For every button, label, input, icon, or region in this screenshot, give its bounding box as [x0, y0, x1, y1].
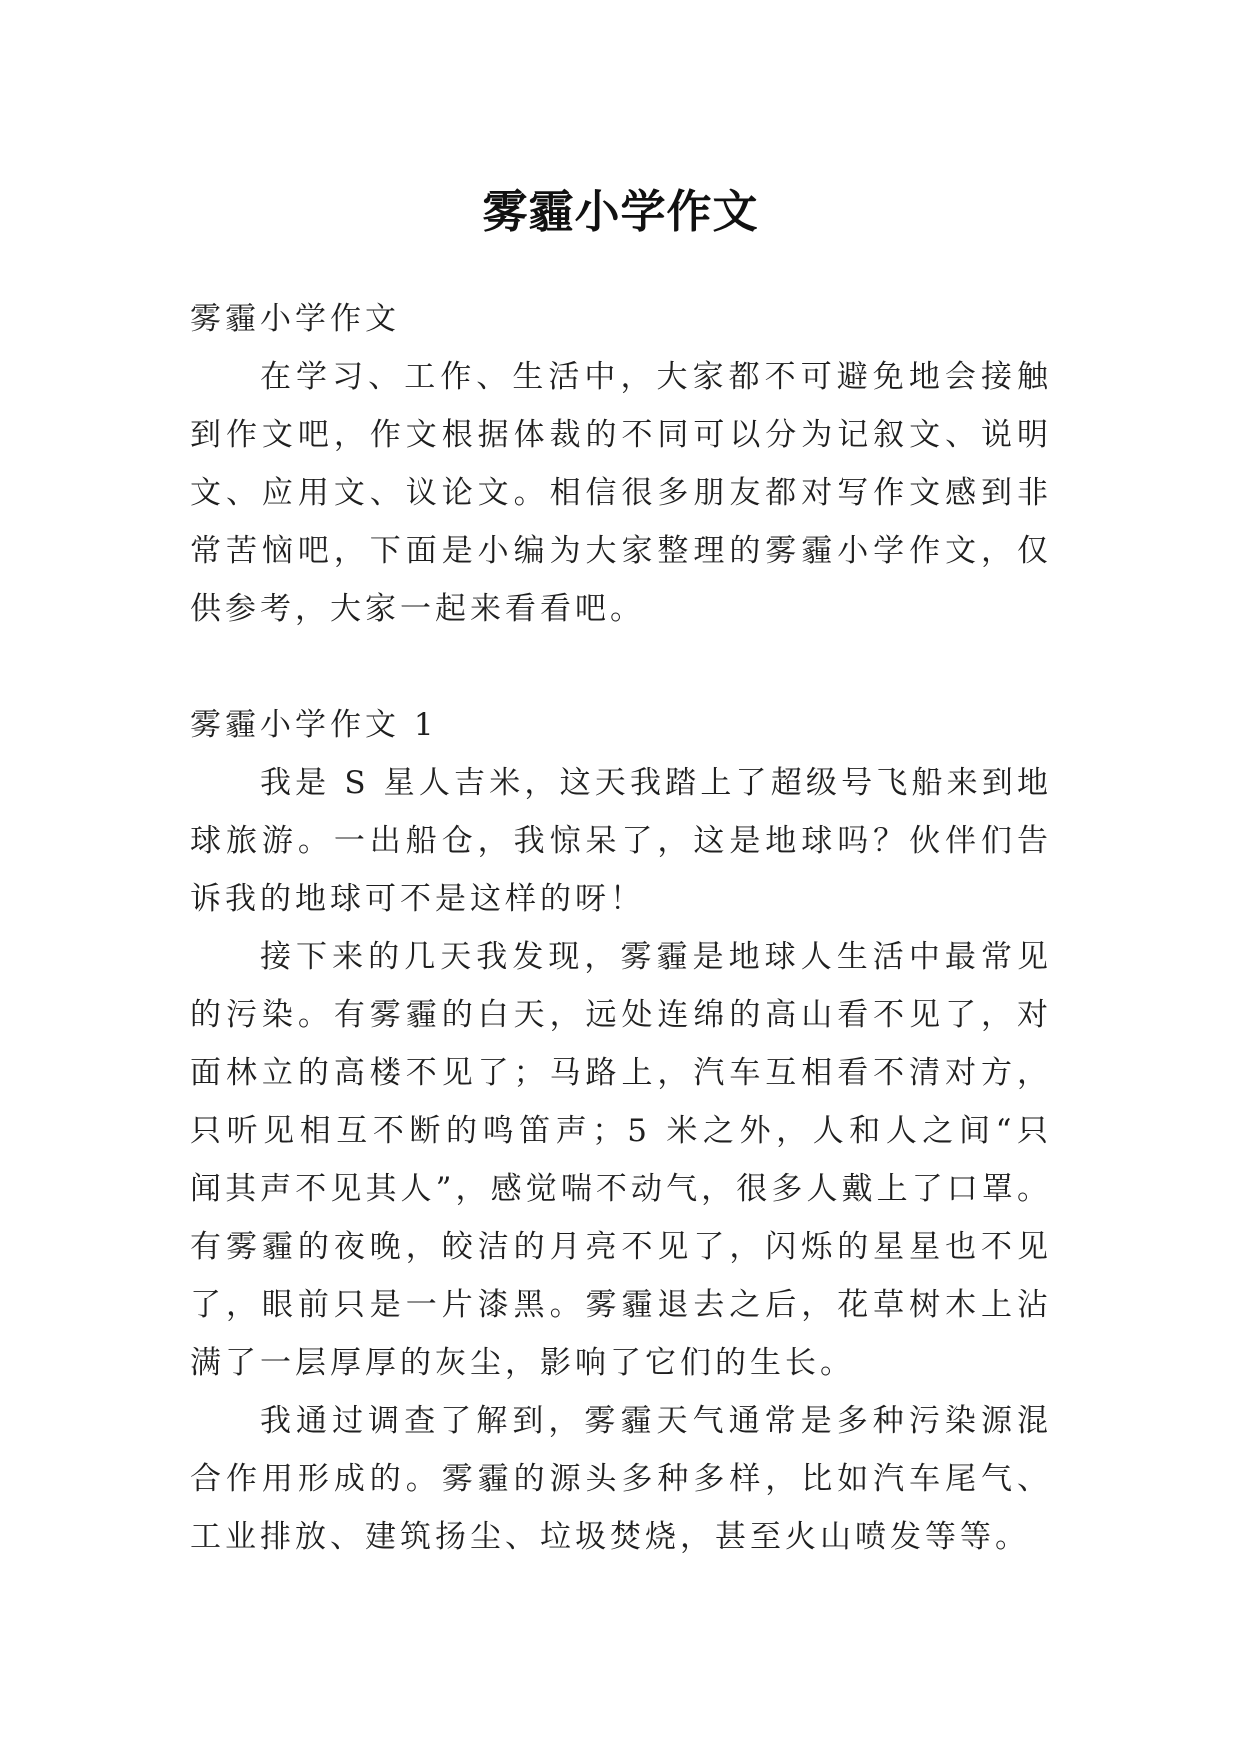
essay-1-heading: 雾霾小学作文 1 [190, 707, 438, 743]
essay-1-paragraph-1: 我是 S 星人吉米，这天我踏上了超级号飞船来到地球旅游。一出船仓，我惊呆了，这是地球吗？伙伴们告诉我的地球可不是这样的呀！ [190, 765, 1052, 917]
essay-1-paragraph-3: 我通过调查了解到，雾霾天气通常是多种污染源混合作用形成的。雾霾的源头多种多样，比如汽车尾气、工业排放、建筑扬尘、垃圾焚烧，甚至火山喷发等等。 [190, 1403, 1052, 1555]
essay-1-paragraph-2: 接下来的几天我发现，雾霾是地球人生活中最常见的污染。有雾霾的白天，远处连绵的高山看不见了，对面林立的高楼不见了；马路上，汽车互相看不清对方，只听见相互不断的鸣笛声；5 米之外，人和人之间“只闻其声不见其人”，感觉喘不动气，很多人戴上了口罩。有雾霾的夜晚，皎洁的月亮不见了，闪烁的星星也不见了，眼前只是一片漆黑。雾霾退去之后，花草树木上沾满了一层厚厚的灰尘，影响了它们的生长。 [190, 939, 1052, 1381]
document-title: 雾霾小学作文 [482, 185, 759, 239]
document-body [190, 290, 1052, 1566]
intro-heading: 雾霾小学作文 [190, 301, 400, 337]
intro-paragraph: 在学习、工作、生活中，大家都不可避免地会接触到作文吧，作文根据体裁的不同可以分为记叙文、说明文、应用文、议论文。相信很多朋友都对写作文感到非常苦恼吧，下面是小编为大家整理的雾霾小学作文，仅供参考，大家一起来看看吧。 [190, 359, 1052, 627]
section-spacer [190, 638, 1052, 696]
